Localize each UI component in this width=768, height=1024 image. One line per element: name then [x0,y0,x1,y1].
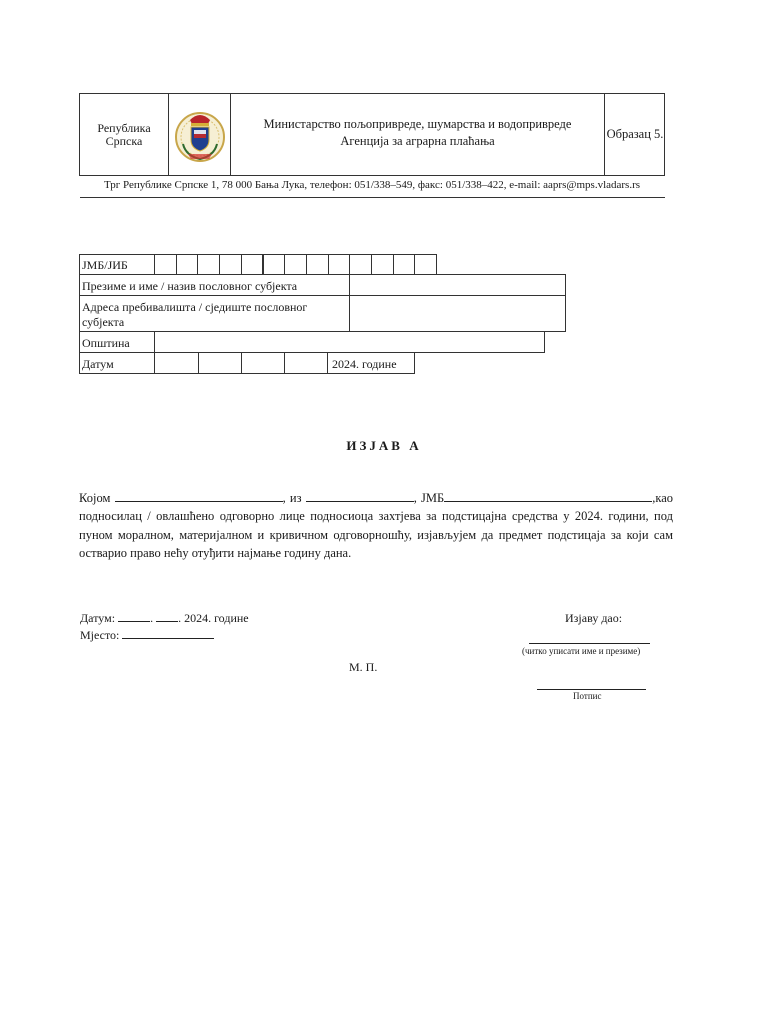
declaration-text-4: ,као подносилац / овлашћено одговорно лице подносиоца захтјева за подстицајна средства у 2024. години, под пуном моралном, материјалном и кривичном одговорношћу, изјављујем да предмет подстицаја за који сам остварио право нећу отуђити најмање годину дана. [79,491,673,560]
jmb-digit-cell[interactable] [349,254,372,275]
date-month-2[interactable] [284,352,328,374]
address-input[interactable] [349,295,566,332]
date-label: Датум [82,357,114,371]
jmb-digit-cell[interactable] [176,254,199,275]
footer-date-year: . 2024. године [178,611,249,625]
jmb-digit-cell[interactable] [263,254,286,275]
date-month-1[interactable] [241,352,285,374]
address-label: Адреса пребивалишта / сједиште пословног субјекта [82,300,308,329]
jmb-digit-cell[interactable] [284,254,307,275]
form-number: Образац 5. [606,127,664,141]
footer-place-label: Мјесто: [80,628,120,642]
footer-date-label: Датум: [80,611,116,625]
date-year: 2024. године [332,357,397,371]
jmb-digit-cell[interactable] [241,254,264,275]
municipality-input[interactable] [154,331,545,353]
header-table [79,93,665,176]
declared-by-label: Изјаву дао: [565,611,623,625]
jmb-digit-cell[interactable] [219,254,242,275]
place-blank[interactable] [306,490,414,502]
name-hint: (читко уписати име и презиме) [522,646,641,656]
agency-name: Агенција за аграрна плаћања [340,134,495,148]
ministry-name: Министарство пољопривреде, шумарства и водопривреде [263,117,572,131]
jmb-digit-cell[interactable] [197,254,220,275]
jmb-blank[interactable] [444,490,652,502]
jmb-digit-cell[interactable] [371,254,394,275]
name-input[interactable] [349,274,566,296]
declaration-text-1: Којом [79,491,111,505]
date-day-1[interactable] [154,352,199,374]
signature-label: Потпис [573,691,602,701]
date-day-2[interactable] [198,352,242,374]
footer-date-day[interactable] [118,611,150,622]
jmb-digit-cell[interactable] [306,254,329,275]
jmb-digit-cell[interactable] [328,254,351,275]
coat-of-arms-cell [169,94,231,175]
signature-line[interactable] [537,689,646,690]
footer-place [80,628,214,643]
footer-date-month[interactable] [156,611,178,622]
name-label: Презиме и име / назив пословног субјекта [82,279,298,293]
declaration-text-2: , из [282,491,302,505]
republic-text: Република Српска [97,120,151,148]
jmb-digit-cell[interactable] [393,254,416,275]
stamp-label: М. П. [349,660,378,674]
footer-place-blank[interactable] [122,628,214,639]
header-divider [80,197,665,198]
jmb-digit-cell[interactable] [414,254,437,275]
jmb-label: ЈМБ/ЈИБ [82,258,128,272]
name-blank[interactable] [115,490,283,502]
agency-address: Трг Републике Српске 1, 78 000 Бања Лука, телефон: 051/338–549, факс: 051/338–422, e-mail: aaprs@mps.vladars.rs [103,179,641,191]
declaration-text [79,489,673,562]
coat-of-arms-icon [174,104,226,166]
declaration-title: ИЗЈАВ А [346,438,422,453]
republic-label [80,94,169,175]
name-signature-line[interactable] [529,643,650,644]
jmb-digit-cell[interactable] [154,254,177,275]
municipality-label: Општина [82,336,130,350]
ministry-cell [231,94,605,175]
declaration-text-3: , ЈМБ [413,491,445,505]
footer-date: Датум: . . 2024. године [80,611,249,625]
